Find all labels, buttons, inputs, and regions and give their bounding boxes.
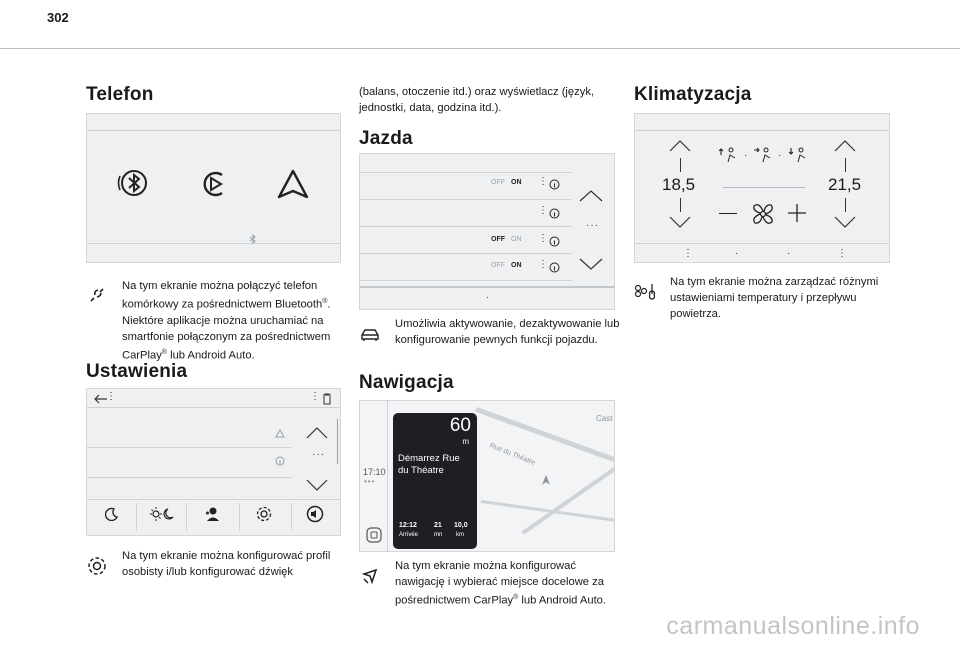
nav-minutes-label: mn	[434, 532, 443, 538]
jazda-row2-info-icon[interactable]	[549, 208, 560, 219]
ustawienia-description: Na tym ekranie można konfigurować profil osobisty i/lub konfigurować dźwięk	[86, 548, 348, 580]
climate-icon	[634, 280, 656, 302]
map-label-city: Cast	[596, 414, 613, 423]
carplay-icon[interactable]	[199, 168, 231, 200]
airflow-dot-2: ·	[778, 150, 783, 161]
klim-bottom-line	[635, 243, 890, 244]
jazda-bottom-dot: ·	[486, 292, 491, 303]
jazda-row3-dots[interactable]: ⋮	[538, 233, 549, 244]
nav-clock-dots: •••	[364, 477, 376, 486]
nav-clock: 17:10	[363, 467, 386, 477]
jazda-line-1	[360, 199, 572, 200]
right-temp-up-icon[interactable]	[834, 140, 856, 152]
airflow-mode-3-icon[interactable]	[789, 146, 809, 164]
telefon-screen	[86, 113, 341, 263]
telefon-title: Telefon	[86, 84, 154, 105]
watermark: carmanualsonline.info	[666, 612, 920, 640]
ustawienia-sep-3	[239, 503, 240, 531]
ustawienia-ellipsis: ···	[312, 449, 325, 460]
nav-position-arrow-icon	[541, 474, 551, 486]
ustawienia-top-dots[interactable]: ⋮	[310, 391, 321, 402]
left-temp-bar-bottom	[680, 198, 681, 212]
ustawienia-sep-4	[291, 503, 292, 531]
jazda-row4-info-icon[interactable]	[549, 262, 560, 273]
airflow-dot-1: ·	[744, 150, 749, 161]
jazda-row4-dots[interactable]: ⋮	[538, 259, 549, 270]
left-temp-down-icon[interactable]	[669, 216, 691, 228]
jazda-ellipsis: ···	[586, 220, 599, 231]
navigation-arrow-icon	[359, 565, 381, 587]
jazda-row1-on[interactable]: ON	[511, 179, 522, 186]
klimatyzacja-screen	[634, 113, 890, 263]
jazda-row4-off[interactable]: OFF	[491, 262, 505, 269]
profile-icon[interactable]	[204, 506, 220, 522]
jazda-row3-on[interactable]: ON	[511, 236, 522, 243]
day-night-icon[interactable]	[149, 506, 175, 522]
fan-increase-icon[interactable]	[788, 204, 806, 222]
airflow-mode-1-icon[interactable]	[719, 146, 739, 164]
right-temp-down-icon[interactable]	[834, 216, 856, 228]
nav-home-button-icon[interactable]	[366, 527, 382, 543]
nawigacja-description: Na tym ekranie można konfigurować nawigację i wybierać miejsce docelowe za pośrednictwem CarPlay® lub Android Auto.	[359, 558, 621, 609]
klimatyzacja-description: Na tym ekranie można zarządzać różnymi ustawieniami temperatury i przepływu powietrza.	[634, 274, 896, 322]
page-number: 302	[47, 10, 69, 25]
klim-bottom-item-4[interactable]: ⋮	[837, 248, 848, 259]
jazda-row3-off[interactable]: OFF	[491, 236, 505, 243]
klim-center-line	[723, 187, 805, 188]
jazda-row1-info-icon[interactable]	[549, 179, 560, 190]
settings-gear-icon[interactable]	[255, 505, 273, 523]
scroll-up-icon[interactable]	[306, 427, 328, 439]
warning-small-icon	[275, 429, 285, 438]
ustawienia-line-2	[87, 447, 292, 448]
jazda-row4-on[interactable]: ON	[511, 262, 522, 269]
jazda-row1-dots[interactable]: ⋮	[538, 176, 549, 187]
jazda-scroll-up-icon[interactable]	[579, 190, 603, 202]
info-small-icon	[275, 456, 285, 466]
telefon-bottom-line	[87, 243, 341, 244]
jazda-line-4	[360, 280, 572, 281]
nawigacja-title: Nawigacja	[359, 372, 454, 393]
ustawienia-sep-1	[136, 503, 137, 531]
right-temp-bar-bottom	[845, 198, 846, 212]
right-temperature: 21,5	[828, 175, 862, 194]
top-rule	[0, 48, 960, 49]
ustawienia-menu-dots[interactable]: ⋮	[106, 391, 117, 402]
ustawienia-scrollbar[interactable]	[337, 419, 338, 464]
ustawienia-line-3	[87, 477, 292, 478]
jazda-row2-dots[interactable]: ⋮	[538, 205, 549, 216]
nav-left-panel-divider	[387, 401, 388, 552]
jazda-row1-off[interactable]: OFF	[491, 179, 505, 186]
nav-distance: 60	[449, 415, 471, 436]
ustawienia-screen	[86, 388, 341, 536]
nav-arrival-label: Arrivée	[399, 532, 419, 538]
ustawienia-line-4	[87, 499, 341, 500]
nav-street-name: Démarrez Rue du Théatre	[398, 453, 460, 476]
gear-icon	[86, 555, 108, 577]
map-label-road: Rue du Théatre	[488, 442, 537, 467]
airflow-mode-2-icon[interactable]	[754, 146, 774, 164]
jazda-line-2	[360, 226, 572, 227]
nawigacja-screen	[359, 400, 615, 552]
ustawienia-line-1	[87, 407, 341, 408]
jazda-row3-info-icon[interactable]	[549, 236, 560, 247]
klim-top-line	[635, 130, 890, 131]
jazda-description: Umożliwia aktywowanie, dezaktywowanie lub konfigurowanie pewnych funkcji pojazdu.	[359, 316, 621, 348]
bluetooth-small-icon	[249, 234, 257, 244]
telefon-description: Na tym ekranie można połączyć telefon komórkowy za pośrednictwem Bluetooth®. Niektóre aplikacje można uruchamiać na smartfonie połączonym za pośrednictwem CarPlay® lub Android Auto.	[86, 278, 346, 363]
col2-intro: (balans, otoczenie itd.) oraz wyświetlacz (język, jednostki, data, godzina itd.).	[359, 86, 595, 114]
sound-profile-icon[interactable]	[306, 505, 324, 523]
jazda-bottom-line	[360, 286, 615, 288]
nav-km-label: km	[456, 532, 464, 538]
scroll-down-icon[interactable]	[306, 479, 328, 491]
android-auto-icon[interactable]	[276, 169, 310, 199]
ustawienia-title: Ustawienia	[86, 361, 188, 382]
left-temp-bar-top	[680, 158, 681, 172]
telefon-top-line	[87, 130, 341, 131]
moon-icon[interactable]	[105, 507, 119, 521]
car-icon	[359, 324, 381, 346]
nav-minutes: 21	[434, 522, 442, 529]
nav-arrival-time: 12:12	[399, 522, 417, 529]
trash-icon[interactable]	[322, 393, 332, 405]
nav-distance-unit: m	[462, 437, 469, 446]
jazda-scroll-down-icon[interactable]	[579, 258, 603, 270]
nav-guidance-card[interactable]	[393, 413, 477, 549]
nav-km: 10,0	[454, 522, 468, 529]
left-temperature: 18,5	[662, 175, 696, 194]
fan-icon	[749, 200, 777, 228]
ustawienia-sep-2	[186, 503, 187, 531]
jazda-line-3	[360, 253, 572, 254]
jazda-title: Jazda	[359, 128, 413, 149]
klim-bottom-item-1[interactable]: ⋮	[683, 248, 694, 259]
fan-decrease-button[interactable]	[719, 213, 737, 214]
klim-bottom-item-3[interactable]: ·	[787, 248, 792, 259]
right-temp-bar-top	[845, 158, 846, 172]
phone-link-icon	[86, 284, 108, 306]
klimatyzacja-title: Klimatyzacja	[634, 84, 752, 105]
left-temp-up-icon[interactable]	[669, 140, 691, 152]
bluetooth-icon[interactable]	[117, 166, 151, 200]
jazda-screen	[359, 153, 615, 310]
map-road-2	[522, 451, 615, 535]
klim-bottom-item-2[interactable]: ·	[735, 248, 740, 259]
jazda-line-0	[360, 172, 572, 173]
